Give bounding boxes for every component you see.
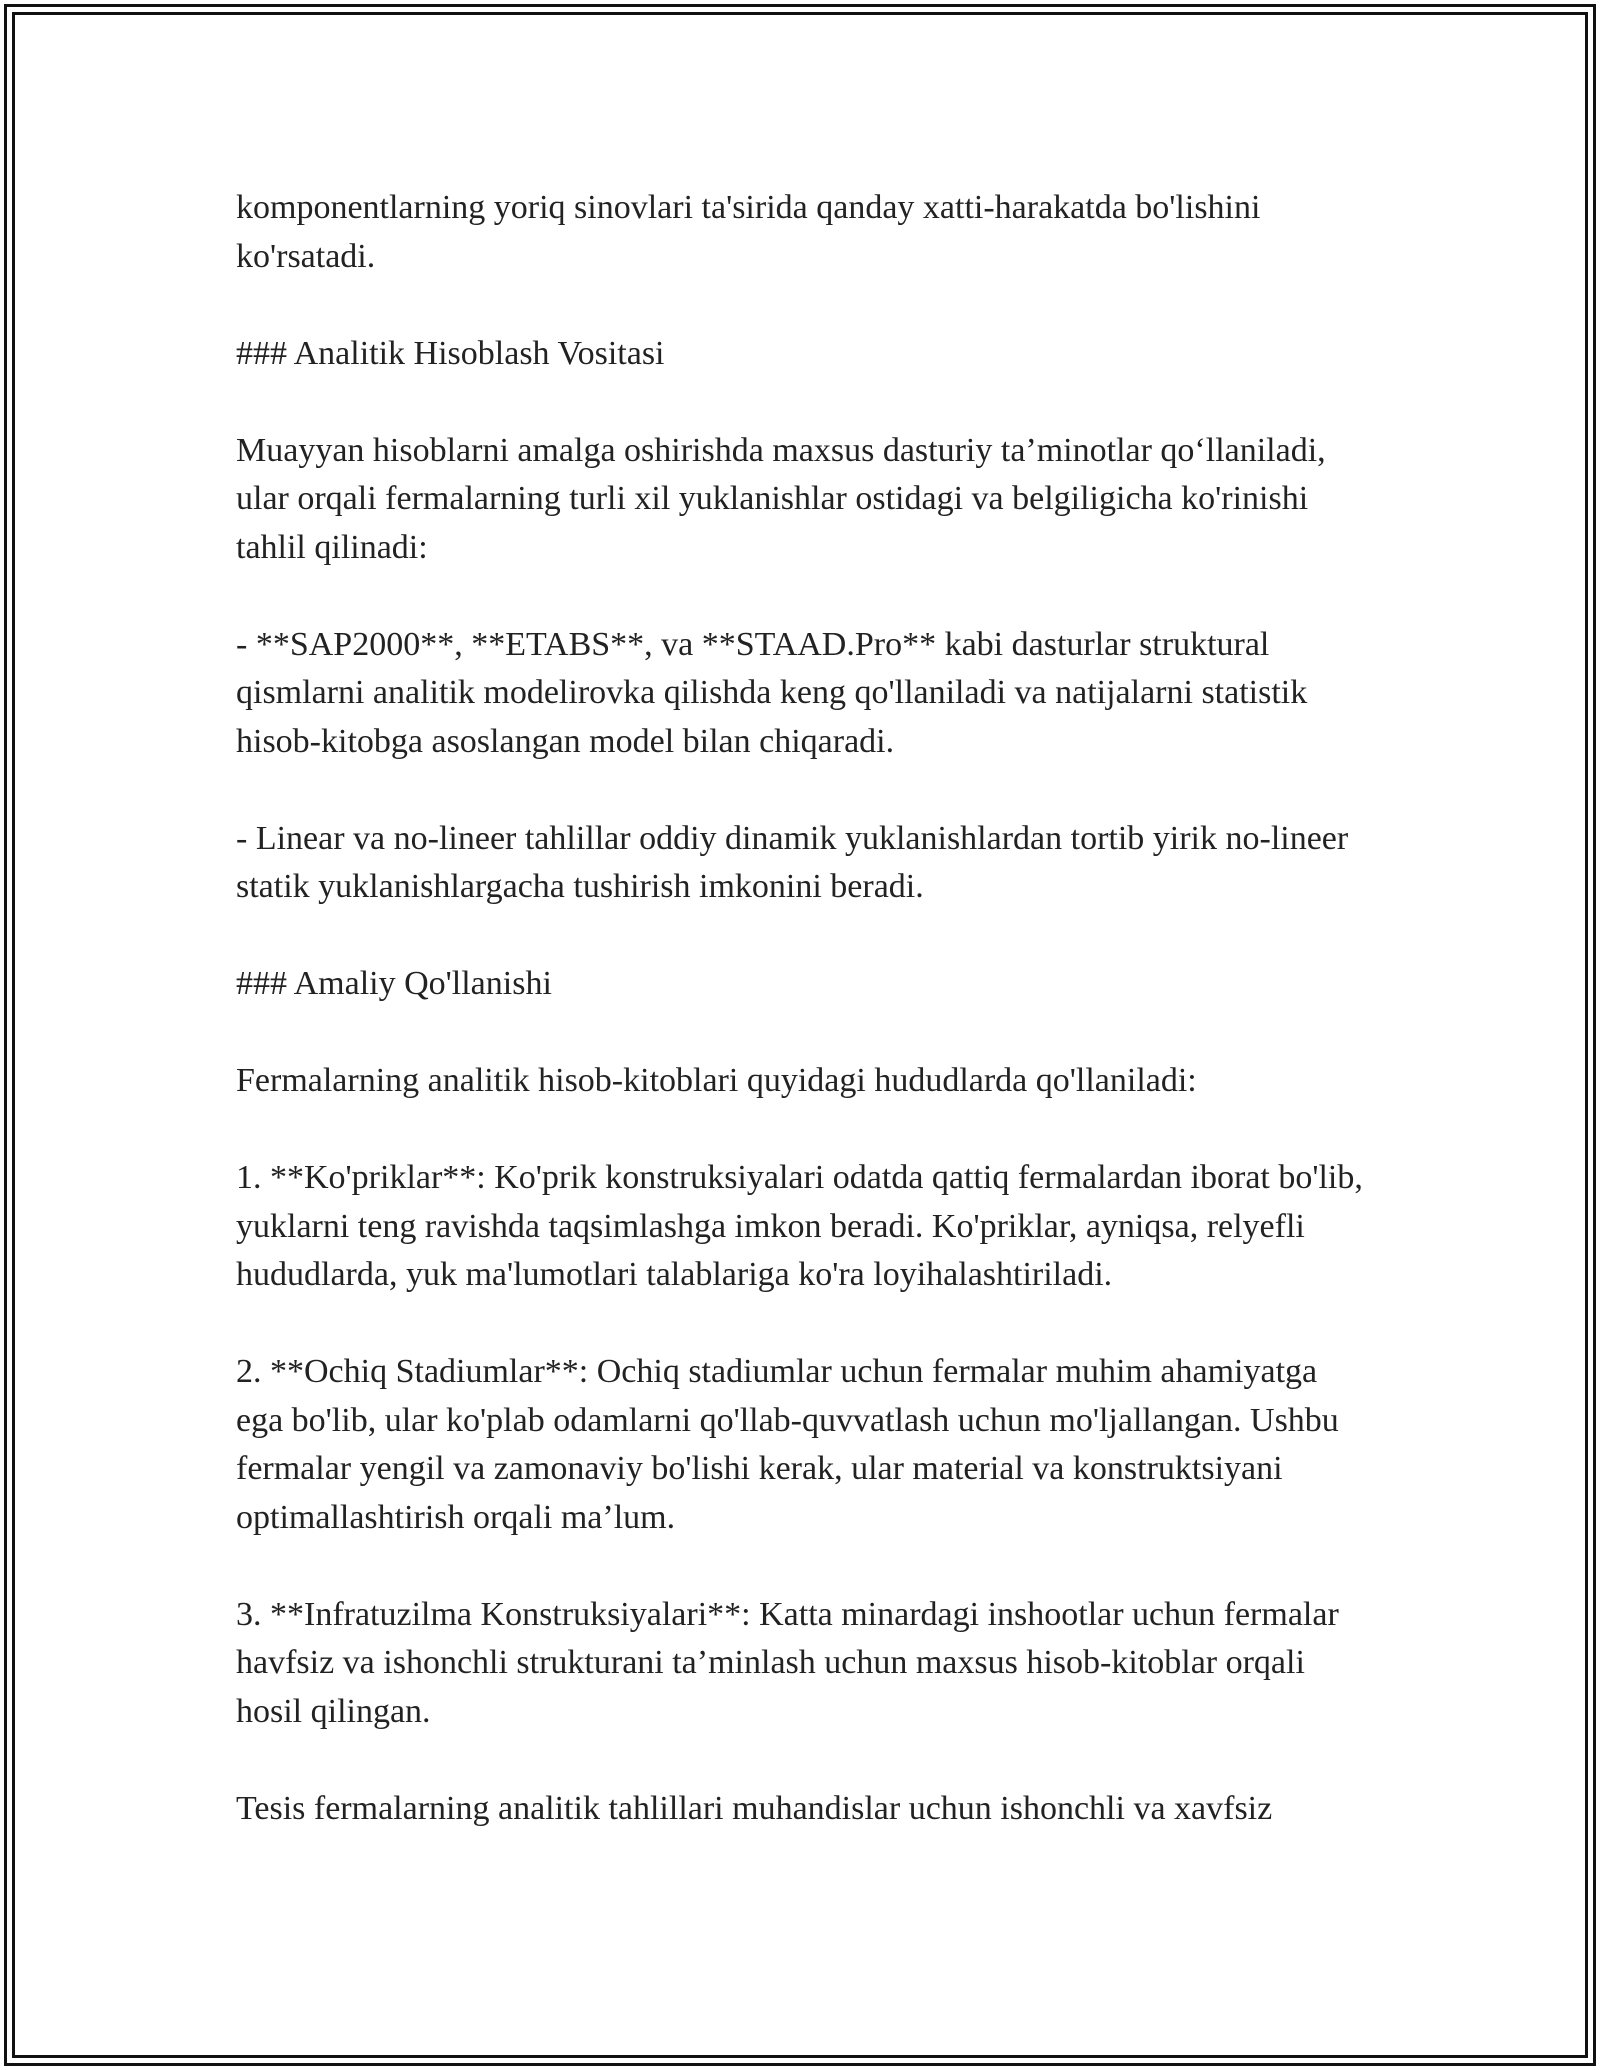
list-item-bridges: 1. **Ko'priklar**: Ko'prik konstruksiyalari odatda qattiq fermalardan iborat bo'lib, yuklarni teng ravishda taqsimlashga imkon beradi. Ko'priklar, ayniqsa, relyefli hududlarda, yuk ma'lumotlari talablariga ko'ra loyihalashtiriladi. <box>236 1159 1363 1293</box>
heading-amaliy-qollanishi: ### Amaliy Qo'llanishi <box>236 965 552 1002</box>
list-item-infrastructure: 3. **Infratuzilma Konstruksiyalari**: Katta minardagi inshootlar uchun fermalar havfsiz va ishonchli strukturani ta’minlash uchun maxsus hisob-kitoblar orqali hosil qilingan. <box>236 1595 1339 1730</box>
paragraph-continuation: komponentlarning yoriq sinovlari ta'sirida qanday xatti-harakatda bo'lishini ko'rsatadi. <box>236 189 1261 275</box>
paragraph-software-intro: Muayyan hisoblarni amalga oshirishda maxsus dasturiy ta’minotlar qo‘llaniladi, ular orqali fermalarning turli xil yuklanishlar ostidagi va belgiligicha ko'rinishi tahlil qilinadi: <box>236 431 1326 566</box>
heading-analitik-hisoblash-vositasi: ### Analitik Hisoblash Vositasi <box>236 334 665 372</box>
paragraph-conclusion: Tesis fermalarning analitik tahlillari muhandislar uchun ishonchli va xavfsiz <box>236 1789 1273 1827</box>
list-item-software-tools: - **SAP2000**, **ETABS**, va **STAAD.Pro** kabi dasturlar struktural qismlarni analitik modelirovka qilishda keng qo'llaniladi va natijalarni statistik hisob-kitobga asoslangan model bilan chiqaradi. <box>236 625 1308 760</box>
paragraph-applications-intro: Fermalarning analitik hisob-kitoblari quyidagi hududlarda qo'llaniladi: <box>236 1062 1197 1099</box>
document-body <box>236 184 1372 1833</box>
list-item-stadiums: 2. **Ochiq Stadiumlar**: Ochiq stadiumlar uchun fermalar muhim ahamiyatga ega bo'lib, ular ko'plab odamlarni qo'llab-quvvatlash uchun mo'ljallangan. Ushbu fermalar yengil va zamonaviy bo'lishi kerak, ular material va konstruktsiyani optimallashtirish orqali ma’lum. <box>236 1353 1339 1536</box>
list-item-linear-analysis: - Linear va no-lineer tahlillar oddiy dinamik yuklanishlardan tortib yirik no-lineer statik yuklanishlargacha tushirish imkonini beradi. <box>236 819 1349 905</box>
